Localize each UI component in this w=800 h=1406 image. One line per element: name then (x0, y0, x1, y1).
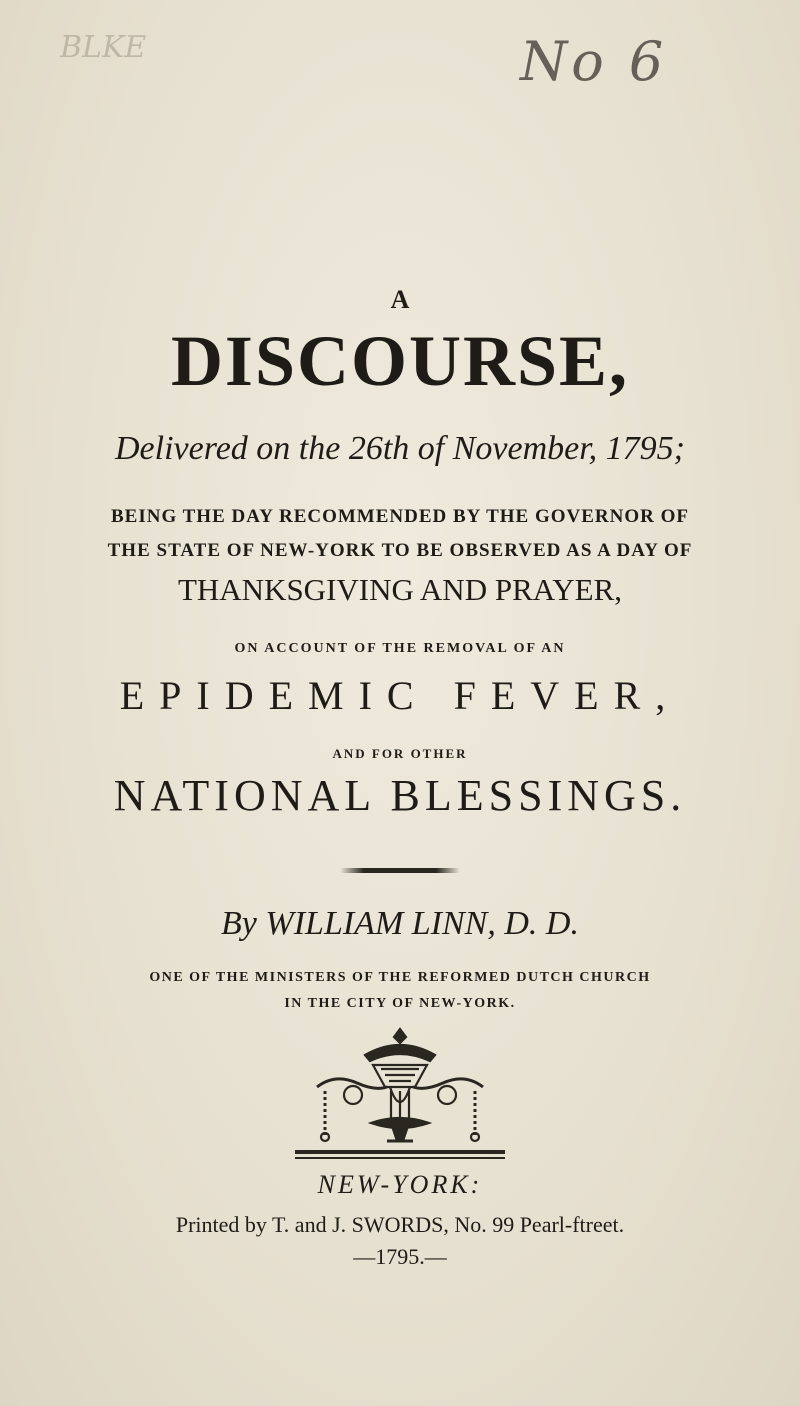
affiliation-line-1: ONE OF THE MINISTERS OF THE REFORMED DUTCH CHURCH (149, 970, 651, 985)
affiliation-line-2: IN THE CITY OF NEW-YORK. (284, 996, 516, 1011)
divider-rule (340, 868, 460, 873)
imprint-year: —1795.— (353, 1244, 447, 1269)
subtitle-being (0, 500, 800, 568)
handwritten-annotation-left: BLKE (60, 30, 147, 65)
thanksgiving-heading: THANKSGIVING AND PRAYER, (177, 572, 623, 607)
epidemic-heading: EPIDEMIC FEVER, (119, 673, 681, 718)
subtitle-line-1: BEING THE DAY RECOMMENDED BY THE GOVERNOR OF (110, 506, 689, 527)
double-divider (295, 1150, 505, 1159)
and-for-line: AND FOR OTHER (332, 746, 468, 761)
imprint-place: NEW-YORK: (317, 1170, 483, 1199)
page-title: DISCOURSE, (170, 321, 630, 401)
title-article: A (390, 285, 410, 314)
subtitle-line-2: THE STATE OF NEW-YORK TO BE OBSERVED AS A DAY OF (107, 540, 693, 561)
urn-ornament-icon (295, 1025, 505, 1145)
author-line: By WILLIAM LINN, D. D. (221, 905, 579, 942)
national-blessings-heading: NATIONAL BLESSINGS. (113, 771, 687, 820)
on-account-line: ON ACCOUNT OF THE REMOVAL OF AN (234, 641, 566, 656)
handwritten-annotation: No 6 (520, 30, 668, 93)
delivered-date: Delivered on the 26th of November, 1795; (115, 430, 685, 467)
imprint-printer: Printed by T. and J. SWORDS, No. 99 Pearl-ftreet. (175, 1212, 625, 1237)
author-affiliation (0, 965, 800, 1017)
